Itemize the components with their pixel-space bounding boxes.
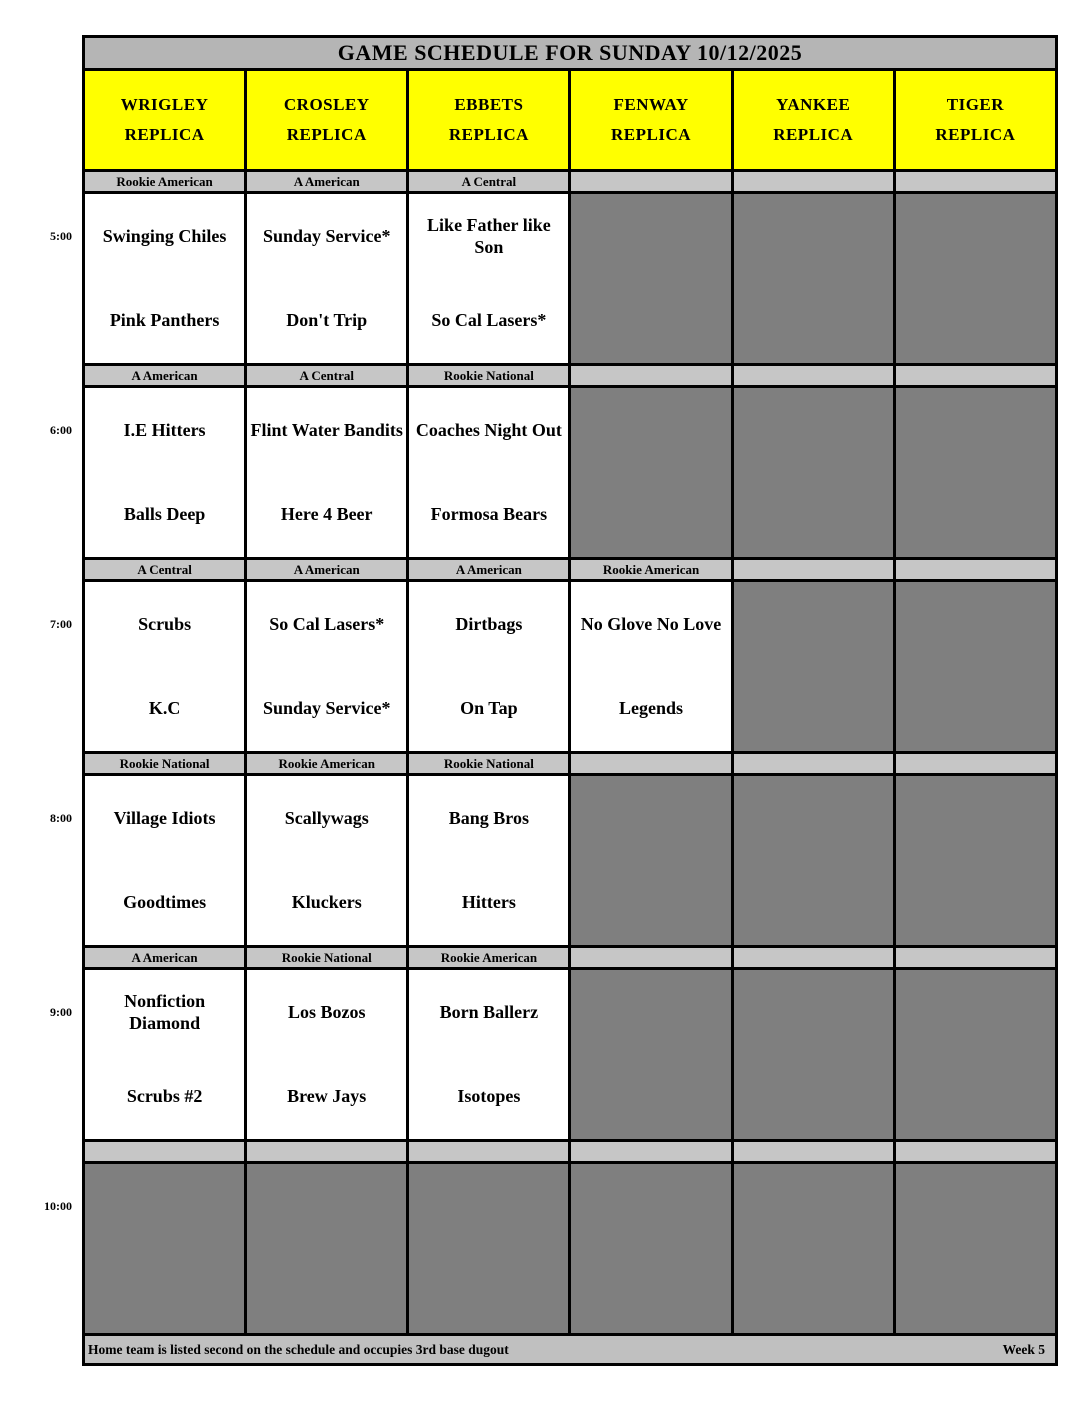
game-cell (84, 387, 246, 559)
division-label: Rookie National (246, 947, 408, 969)
empty-game-cell (894, 387, 1056, 559)
visitor-team: Scrubs (138, 613, 192, 634)
venue-sub: REPLICA (773, 125, 854, 144)
home-team: Formosa Bears (430, 503, 548, 524)
empty-game-cell (84, 1163, 246, 1335)
venue-header-yankee (732, 70, 894, 171)
empty-game-cell (732, 581, 894, 753)
visitor-team: Village Idiots (113, 807, 216, 828)
time-label: 5:00 (50, 229, 72, 243)
game-cell (408, 775, 570, 947)
venue-header-tiger (894, 70, 1056, 171)
division-cell-empty (84, 1141, 246, 1163)
division-label: A Central (84, 559, 246, 581)
visitor-team: Like Father like Son (427, 214, 551, 257)
home-team: Balls Deep (123, 503, 206, 524)
venue-header-crosley (246, 70, 408, 171)
home-team: So Cal Lasers* (431, 309, 547, 330)
empty-game-cell (732, 1163, 894, 1335)
venue-name: WRIGLEY (120, 95, 209, 114)
division-label: Rookie National (408, 365, 570, 387)
time-label: 7:00 (50, 617, 72, 631)
division-label: Rookie American (246, 753, 408, 775)
empty-game-cell (732, 775, 894, 947)
venue-header-ebbets (408, 70, 570, 171)
home-team: Don't Trip (286, 309, 368, 330)
empty-game-cell (570, 193, 732, 365)
home-team: Isotopes (457, 1085, 521, 1106)
division-cell-empty (408, 1141, 570, 1163)
visitor-team: Flint Water Bandits (250, 419, 403, 440)
empty-game-cell (894, 775, 1056, 947)
game-cell (408, 969, 570, 1141)
home-team: Kluckers (291, 891, 362, 912)
empty-game-cell (408, 1163, 570, 1335)
game-cell (570, 581, 732, 753)
venue-name: CROSLEY (283, 95, 370, 114)
footer-row (84, 1335, 1057, 1365)
division-row-1000 (84, 1141, 1057, 1163)
empty-game-cell (570, 387, 732, 559)
venue-name: EBBETS (454, 95, 524, 114)
division-cell-empty (894, 171, 1056, 193)
division-label: Rookie National (84, 753, 246, 775)
game-cell (84, 193, 246, 365)
empty-game-cell (246, 1163, 408, 1335)
division-cell-empty (732, 171, 894, 193)
time-label: 8:00 (50, 811, 72, 825)
empty-game-cell (732, 969, 894, 1141)
division-label: Rookie National (408, 753, 570, 775)
time-label: 6:00 (50, 423, 72, 437)
division-cell-empty (894, 947, 1056, 969)
division-cell-empty (570, 365, 732, 387)
home-team: Legends (619, 697, 684, 718)
division-row-500 (84, 171, 1057, 193)
game-cell (246, 387, 408, 559)
division-label: Rookie American (408, 947, 570, 969)
game-cell (246, 775, 408, 947)
visitor-team: Los Bozos (287, 1001, 366, 1022)
game-cell (84, 775, 246, 947)
visitor-team: Dirtbags (455, 613, 523, 634)
division-cell-empty (894, 365, 1056, 387)
game-row-900 (84, 969, 1057, 1141)
division-label: A Central (246, 365, 408, 387)
division-label: A American (84, 947, 246, 969)
game-row-500 (84, 193, 1057, 365)
venue-sub: REPLICA (611, 125, 692, 144)
game-cell (84, 969, 246, 1141)
home-team: Brew Jays (287, 1085, 367, 1106)
game-row-800 (84, 775, 1057, 947)
venue-header-wrigley (84, 70, 246, 171)
division-row-600 (84, 365, 1057, 387)
empty-game-cell (570, 1163, 732, 1335)
empty-game-cell (894, 969, 1056, 1141)
game-cell (246, 581, 408, 753)
division-cell-empty (570, 753, 732, 775)
game-cell (408, 581, 570, 753)
page-title: GAME SCHEDULE FOR SUNDAY 10/12/2025 (84, 37, 1057, 70)
division-cell-empty (732, 365, 894, 387)
game-row-700 (84, 581, 1057, 753)
division-label: A American (246, 559, 408, 581)
division-label: A American (84, 365, 246, 387)
game-cell (246, 969, 408, 1141)
time-label: 10:00 (44, 1199, 72, 1213)
division-cell-empty (732, 1141, 894, 1163)
division-cell-empty (894, 753, 1056, 775)
visitor-team: I.E Hitters (123, 419, 206, 440)
division-label: A American (408, 559, 570, 581)
visitor-team: Bang Bros (448, 807, 529, 828)
division-label: Rookie American (84, 171, 246, 193)
empty-game-cell (894, 581, 1056, 753)
title-row (84, 37, 1057, 70)
home-team: On Tap (460, 697, 518, 718)
division-cell-empty (894, 559, 1056, 581)
home-team: Scrubs #2 (126, 1085, 203, 1106)
game-cell (84, 581, 246, 753)
empty-game-cell (570, 969, 732, 1141)
footer-note: Home team is listed second on the schedule and occupies 3rd base dugout (88, 1341, 509, 1357)
division-label: A American (246, 171, 408, 193)
division-cell-empty (732, 947, 894, 969)
home-team: Here 4 Beer (280, 503, 373, 524)
venue-name: YANKEE (776, 95, 851, 114)
visitor-team: No Glove No Love (580, 613, 722, 634)
venue-sub: REPLICA (286, 125, 367, 144)
game-cell (408, 387, 570, 559)
empty-game-cell (894, 1163, 1056, 1335)
division-cell-empty (570, 947, 732, 969)
game-cell (246, 193, 408, 365)
time-label: 9:00 (50, 1005, 72, 1019)
venue-header-fenway (570, 70, 732, 171)
empty-game-cell (894, 193, 1056, 365)
division-cell-empty (570, 171, 732, 193)
visitor-team: Nonfiction Diamond (124, 990, 206, 1033)
home-team: K.C (148, 697, 181, 718)
venue-sub: REPLICA (124, 125, 205, 144)
division-row-800 (84, 753, 1057, 775)
visitor-team: Born Ballerz (439, 1001, 539, 1022)
venue-sub: REPLICA (935, 125, 1016, 144)
schedule-table (82, 35, 1058, 1366)
venue-sub: REPLICA (448, 125, 529, 144)
division-label: A Central (408, 171, 570, 193)
footer-bar (84, 1335, 1057, 1365)
home-team: Hitters (461, 891, 516, 912)
week-label: Week 5 (1002, 1341, 1045, 1357)
home-team: Pink Panthers (109, 309, 220, 330)
game-row-600 (84, 387, 1057, 559)
division-cell-empty (570, 1141, 732, 1163)
division-cell-empty (732, 559, 894, 581)
visitor-team: Scallywags (284, 807, 369, 828)
home-team: Goodtimes (123, 891, 207, 912)
division-cell-empty (246, 1141, 408, 1163)
visitor-team: Swinging Chiles (102, 225, 227, 246)
division-row-700 (84, 559, 1057, 581)
venue-name: TIGER (946, 95, 1005, 114)
visitor-team: Sunday Service* (262, 225, 391, 246)
game-cell (408, 193, 570, 365)
division-label: Rookie American (570, 559, 732, 581)
empty-game-cell (732, 387, 894, 559)
visitor-team: Coaches Night Out (415, 419, 562, 440)
home-team: Sunday Service* (262, 697, 391, 718)
empty-game-cell (732, 193, 894, 365)
empty-game-cell (570, 775, 732, 947)
division-cell-empty (894, 1141, 1056, 1163)
game-row-1000 (84, 1163, 1057, 1335)
division-row-900 (84, 947, 1057, 969)
visitor-team: So Cal Lasers* (269, 613, 385, 634)
division-cell-empty (732, 753, 894, 775)
venue-header-row (84, 70, 1057, 171)
venue-name: FENWAY (613, 95, 689, 114)
